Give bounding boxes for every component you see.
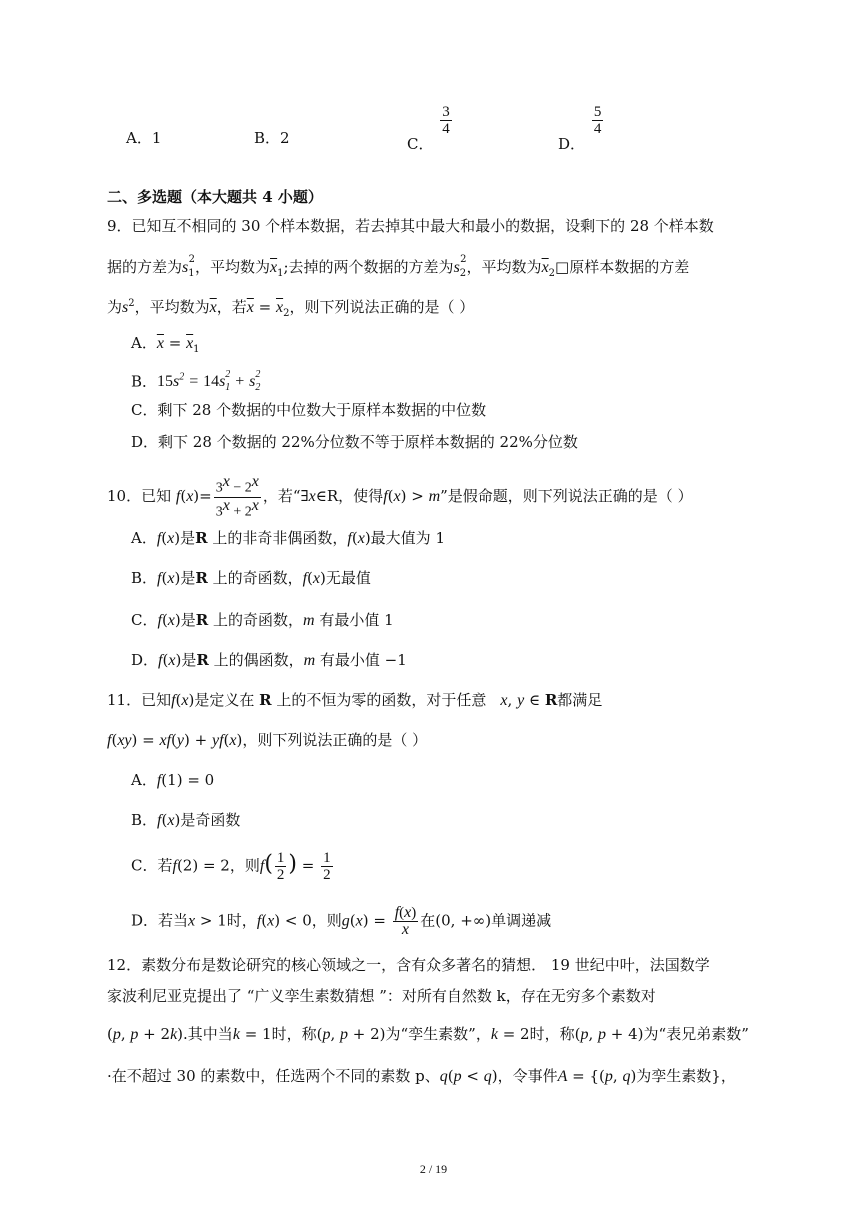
- q11-line2: f(xy) = xf(y) + yf(x)，则下列说法正确的是（ ）: [107, 731, 428, 749]
- q11-option-b: B．f(x)是奇函数: [131, 811, 241, 829]
- q9-line1: 9．已知互不相同的 30 个样本数据，若去掉其中最大和最小的数据，设剩下的 28 个样本数: [107, 217, 714, 235]
- q9-line2: 据的方差为$s_1^2$，平均数为$\overline{x}_1$;去掉的两个数据的方差为$s_2^2$，平均数为$\overline{x}_2□$原样本数据的方差: [107, 254, 690, 279]
- q12-line2: 家波利尼亚克提出了 “广义孪生素数猜想 ”：对所有自然数 k，存在无穷多个素数对: [107, 987, 656, 1005]
- q12-line3: (p, p + 2k).其中当k = 1时，称(p, p + 2)为“孪生素数”，k = 2时，称(p, p + 4)为“表兄弟素数”: [107, 1025, 749, 1043]
- q9-option-d: D．剩下 28 个数据的 22%分位数不等于原样本数据的 22%分位数: [131, 433, 578, 451]
- q10-option-a: A．f(x)是R 上的非奇非偶函数，f(x)最大值为 1: [131, 529, 445, 547]
- section-heading: 二、多选题（本大题共 4 小题）: [107, 188, 323, 206]
- q9-option-c: C．剩下 28 个数据的中位数大于原样本数据的中位数: [131, 401, 487, 419]
- q12-line1: 12．素数分布是数论研究的核心领域之一，含有众多著名的猜想． 19 世纪中叶，法国数学: [107, 956, 710, 974]
- q9-option-b: B．$15s^2 = 14s_1^2 + s_2^2$: [131, 369, 261, 394]
- q11-option-c: C．若f(2) = 2，则f( $\frac{1}{2}$ ) = $\frac{1}{2}$: [131, 850, 331, 883]
- q10-stem: 10．已知 f(x)= $\frac{3^x - 2^x}{3^x + 2^x}$ ，若“∃x∈R，使得f(x) > m”是假命题，则下列说法正确的是（ ）: [107, 473, 693, 520]
- q10-option-b: B．f(x)是R 上的奇函数，f(x)无最值: [131, 569, 371, 587]
- q9-line3: 为$s^2$，平均数为$\overline{x}$，若$\overline{x} = \overline{x}_2$，则下列说法正确的是（ ）: [107, 298, 475, 319]
- q8-option-a: A．1: [126, 129, 162, 147]
- q8-option-d: D． $\frac{5}{4}$: [558, 104, 602, 153]
- q9-option-a: A．$\overline{x} = \overline{x}_1$: [131, 334, 200, 355]
- q10-option-c: C．f(x)是R 上的奇函数，m 有最小值 1: [131, 611, 394, 629]
- q11-option-a: A．f(1) = 0: [131, 771, 215, 789]
- q8-option-c: C． $\frac{3}{4}$: [407, 104, 450, 153]
- q11-line1: 11．已知f(x)是定义在 R 上的不恒为零的函数，对于任意 x, y ∈ R都满足: [107, 691, 603, 709]
- q10-option-d: D．f(x)是R 上的偶函数，m 有最小值 −1: [131, 651, 407, 669]
- q11-option-d: D．若当x > 1时，f(x) < 0，则g(x) = $\frac{f(x)}{x}$ 在(0, +∞)单调递减: [131, 904, 552, 938]
- page-number: 2 / 19: [419, 1162, 448, 1176]
- q8-option-b: B．2: [254, 129, 290, 147]
- q12-line4: ·在不超过 30 的素数中，任选两个不同的素数 p、q(p < q)，令事件A = {(p, q)为孪生素数}，: [107, 1067, 736, 1085]
